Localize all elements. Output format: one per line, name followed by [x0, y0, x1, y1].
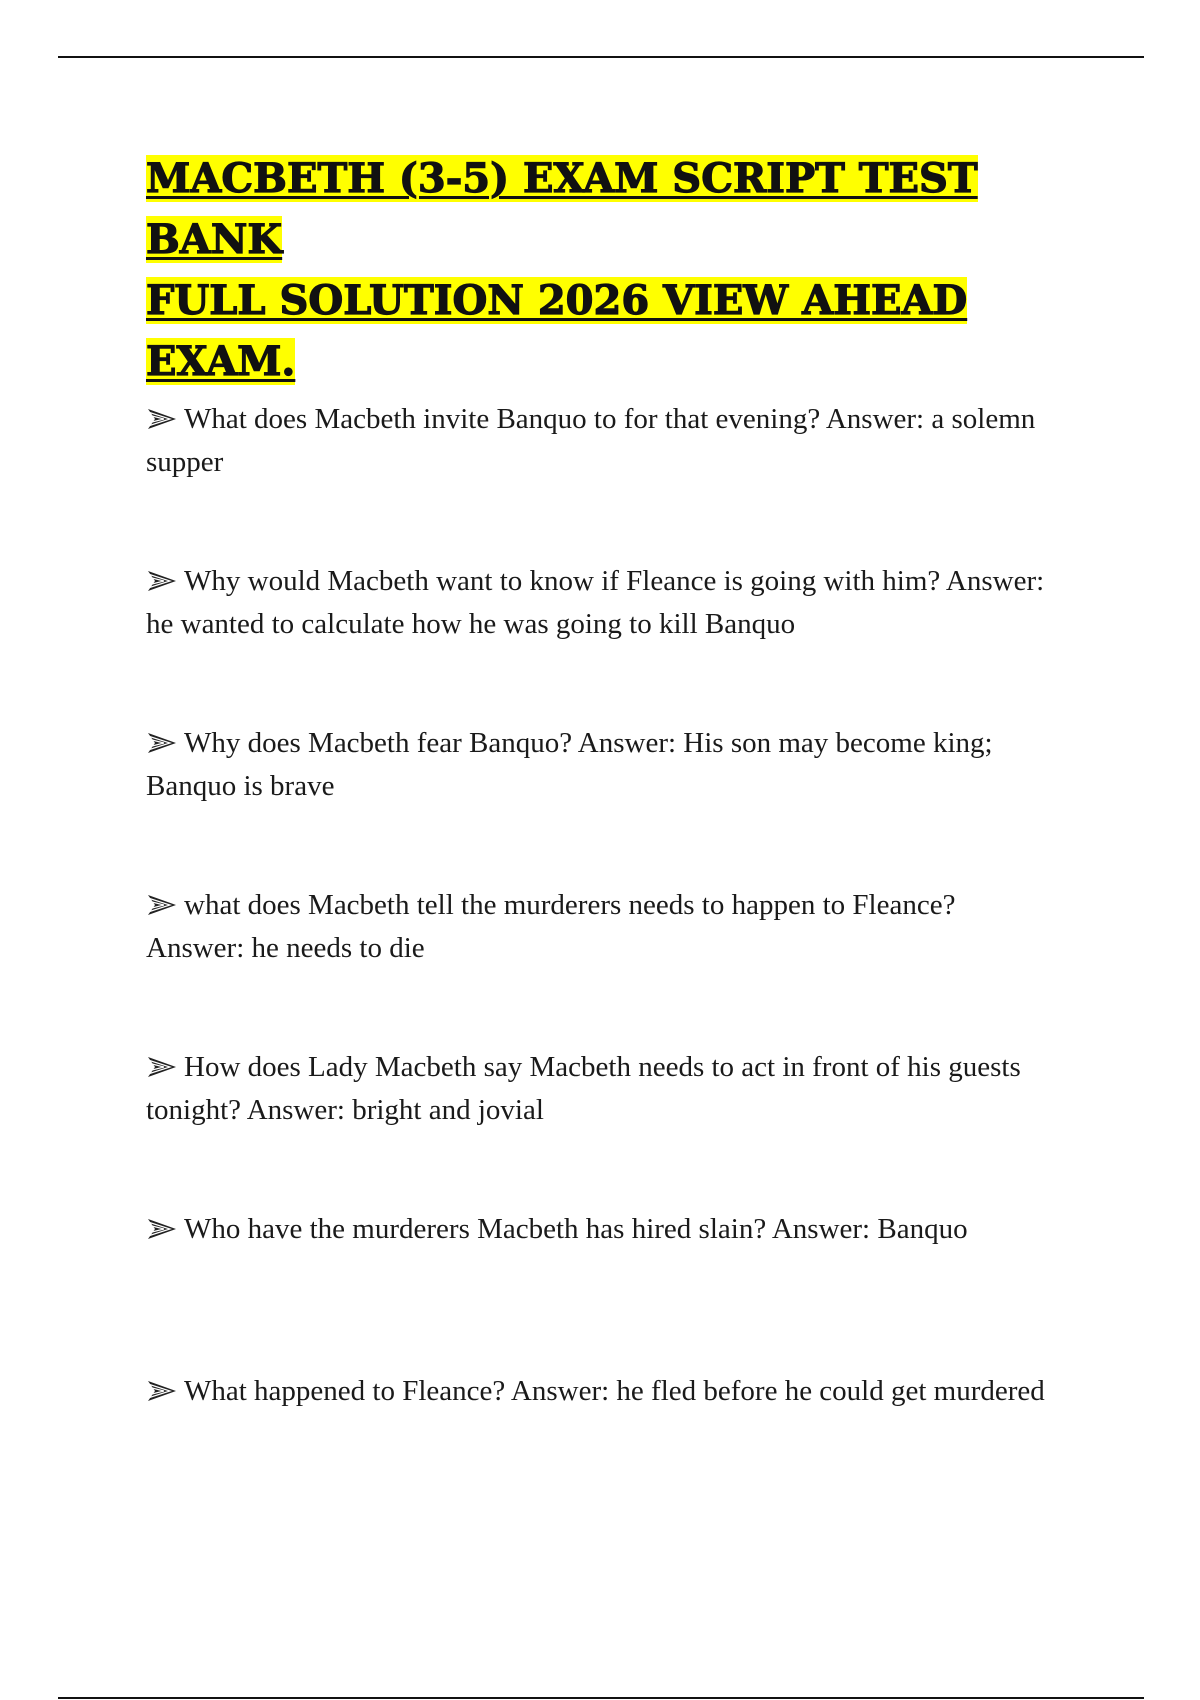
- question-text: Why would Macbeth want to know if Fleance is going with him? Answer: he wanted to calculate how he was going to kill Banquo: [146, 565, 1045, 640]
- list-item: [146, 1370, 1046, 1532]
- list-item: [146, 560, 1046, 722]
- top-rule: [58, 56, 1144, 58]
- arrowhead-bullet-icon: [146, 570, 180, 592]
- list-item: [146, 1046, 1046, 1208]
- title-line-2: FULL SOLUTION 2026 VIEW AHEAD EXAM.: [146, 277, 968, 385]
- arrowhead-bullet-icon: [146, 894, 180, 916]
- question-text: How does Lady Macbeth say Macbeth needs to act in front of his guests tonight? Answer: bright and jovial: [146, 1051, 1021, 1126]
- question-text: Why does Macbeth fear Banquo? Answer: His son may become king; Banquo is brave: [146, 727, 993, 802]
- arrowhead-bullet-icon: [146, 1218, 180, 1240]
- question-text: Who have the murderers Macbeth has hired slain? Answer: Banquo: [184, 1213, 968, 1245]
- title-line-1: MACBETH (3-5) EXAM SCRIPT TEST BANK: [146, 155, 978, 263]
- list-item: [146, 884, 1046, 1046]
- list-item: [146, 1208, 1046, 1370]
- bottom-rule: [58, 1697, 1144, 1699]
- arrowhead-bullet-icon: [146, 1056, 180, 1078]
- arrowhead-bullet-icon: [146, 408, 180, 430]
- question-text: what does Macbeth tell the murderers needs to happen to Fleance? Answer: he needs to die: [146, 889, 956, 964]
- list-item: [146, 398, 1046, 560]
- arrowhead-bullet-icon: [146, 1380, 180, 1402]
- question-text: What happened to Fleance? Answer: he fled before he could get murdered: [184, 1375, 1045, 1407]
- list-item: [146, 722, 1046, 884]
- document-title: [146, 148, 1046, 392]
- arrowhead-bullet-icon: [146, 732, 180, 754]
- question-answer-list: [146, 398, 1046, 1532]
- question-text: What does Macbeth invite Banquo to for that evening? Answer: a solemn supper: [146, 403, 1036, 478]
